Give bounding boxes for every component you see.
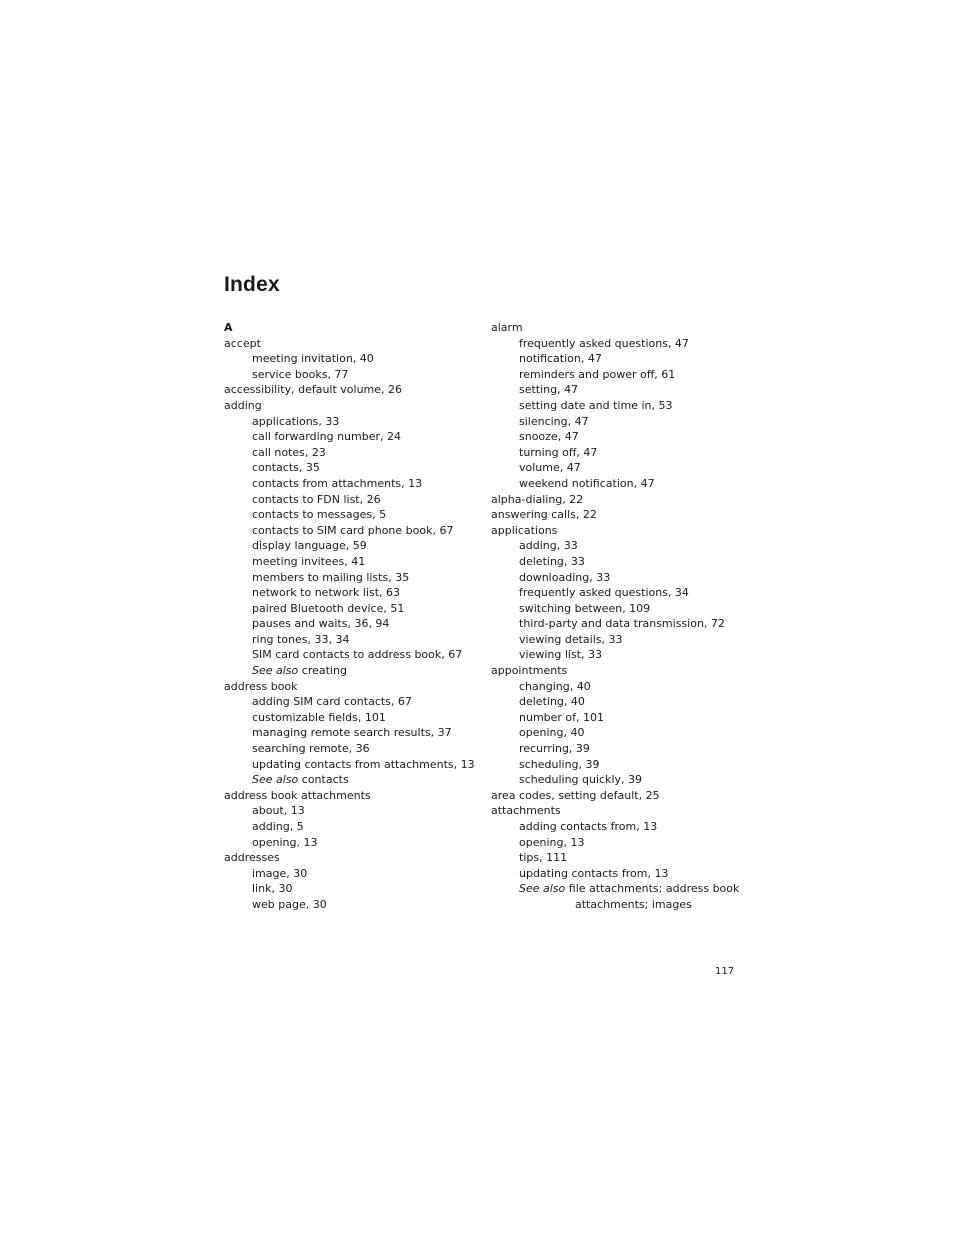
index-subentry: meeting invitation, 40 [252,352,374,366]
index-subentry: switching between, 109 [519,601,651,615]
index-subentry: paired Bluetooth device, 51 [252,601,405,615]
index-subentry: display language, 59 [252,539,367,553]
index-subentry: viewing list, 33 [519,648,602,662]
index-subentry: scheduling quickly, 39 [519,773,643,787]
index-entry: address book attachments [224,788,371,802]
index-subentry: setting date and time in, 53 [519,398,673,412]
index-subentry: deleting, 33 [519,554,585,568]
index-subentry: contacts to FDN list, 26 [252,492,381,506]
index-subentry: reminders and power off, 61 [519,367,676,381]
index-subentry: opening, 40 [519,726,585,740]
index-subentry: downloading, 33 [519,570,611,584]
index-subentry: silencing, 47 [519,414,589,428]
index-subentry: contacts, 35 [252,461,320,475]
index-subentry: adding, 33 [519,539,578,553]
index-entry: alarm [491,321,523,334]
index-subentry: service books, 77 [252,367,349,381]
see-also-target: contacts [301,773,349,787]
see-also-label: See also [519,882,566,896]
index-subentry: web page, 30 [252,897,327,911]
index-subentry: adding SIM card contacts, 67 [252,695,412,709]
index-column-right [491,320,751,913]
index-subentry: volume, 47 [519,461,581,475]
index-letter-heading: A [224,321,233,334]
see-also-target: file attachments; address book [568,882,740,896]
index-subentry: pauses and waits, 36, 94 [252,617,390,631]
index-subentry: updating contacts from, 13 [519,866,669,880]
index-subentry: searching remote, 36 [252,742,370,756]
index-subentry: updating contacts from attachments, 13 [252,757,475,771]
index-entry: accessibility, default volume, 26 [224,383,403,397]
page-number: 117 [715,966,735,977]
index-subentry: opening, 13 [519,835,585,849]
index-entry: accept [224,336,261,350]
index-subentry: adding, 5 [252,820,304,833]
index-subentry: managing remote search results, 37 [252,726,452,740]
index-subentry: contacts from attachments, 13 [252,476,423,490]
index-entry: addresses [224,851,280,865]
index-subentry: SIM card contacts to address book, 67 [252,648,463,662]
index-subentry: changing, 40 [519,679,591,693]
index-subentry: call notes, 23 [252,445,326,459]
index-subentry: viewing details, 33 [519,632,623,646]
index-see-also [224,663,484,679]
index-subentry: weekend notification, 47 [519,476,655,490]
index-subentry: call forwarding number, 24 [252,430,401,444]
index-entry: address book [224,679,298,693]
index-subentry: frequently asked questions, 34 [519,586,689,600]
index-subentry: opening, 13 [252,835,318,849]
index-subentry: members to mailing lists, 35 [252,570,410,584]
index-column-left [224,320,484,913]
index-subentry: contacts to SIM card phone book, 67 [252,523,454,537]
index-subentry: frequently asked questions, 47 [519,336,689,350]
index-entry: answering calls, 22 [491,508,597,522]
index-subentry: snooze, 47 [519,430,579,444]
index-see-also [224,772,484,788]
index-subentry: turning off, 47 [519,445,598,459]
index-subentry: tips, 111 [519,851,568,865]
index-subentry: about, 13 [252,804,305,818]
index-subentry: deleting, 40 [519,695,585,709]
index-subentry: adding contacts from, 13 [519,820,658,833]
index-subentry: setting, 47 [519,383,579,397]
index-subentry: scheduling, 39 [519,757,600,771]
index-entry: alpha-dialing, 22 [491,492,584,506]
index-subentry: link, 30 [252,882,293,896]
index-entry: attachments [491,804,561,818]
index-entry: adding [224,398,262,412]
see-also-label: See also [252,664,299,678]
index-entry: area codes, setting default, 25 [491,788,660,802]
index-entry: applications [491,523,558,537]
index-subentry: ring tones, 33, 34 [252,632,350,646]
index-subentry: meeting invitees, 41 [252,554,366,568]
index-subentry: notification, 47 [519,352,602,366]
index-entry: appointments [491,664,568,678]
index-subentry: network to network list, 63 [252,586,401,600]
index-subentry: customizable fields, 101 [252,710,386,724]
index-subentry: number of, 101 [519,710,605,724]
index-subentry: contacts to messages, 5 [252,508,387,522]
index-subentry: applications, 33 [252,414,340,428]
index-entry-continuation: attachments; images [575,897,692,911]
index-subentry: third-party and data transmission, 72 [519,617,725,631]
page-title: Index [224,273,280,296]
index-see-also [491,881,751,897]
index-subentry: image, 30 [252,866,308,880]
see-also-label: See also [252,773,299,787]
index-subentry: recurring, 39 [519,742,590,756]
see-also-target: creating [301,664,347,678]
